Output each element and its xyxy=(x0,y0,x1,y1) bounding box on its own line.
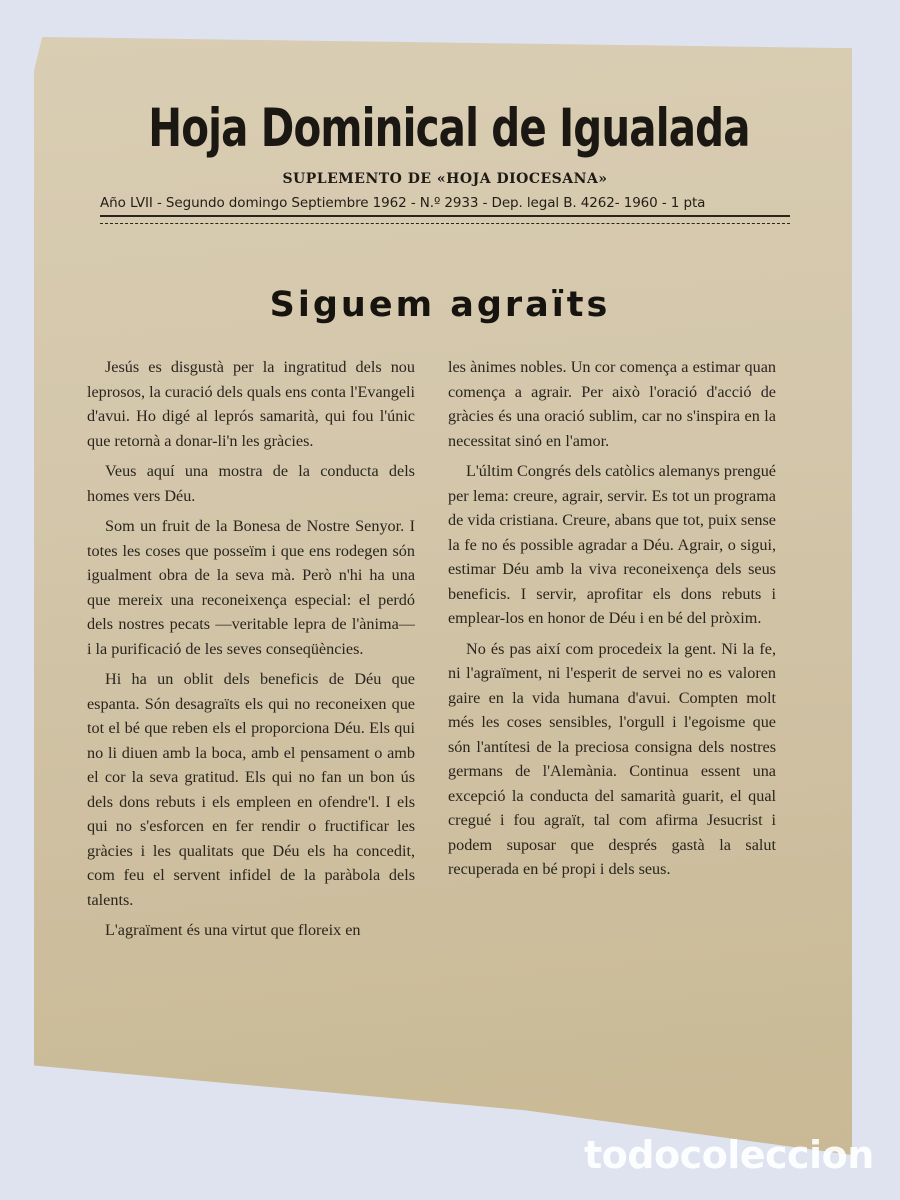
paragraph: Jesús es disgustà per la ingratitud dels nou leprosos, la curació dels quals ens conta l'Evangeli d'avui. Ho digé al leprós samarità, qui fou l'únic que retornà a donar-li'n les gràcies. xyxy=(87,358,415,450)
masthead xyxy=(100,98,790,224)
publication-title: Hoja Dominical de Igualada xyxy=(148,98,750,160)
site-watermark: todocoleccion xyxy=(584,1133,874,1177)
paragraph: Som un fruit de la Bonesa de Nostre Senyor. I totes les coses que posseïm i que ens rodegen són igualment obra de la seva mà. Però n'hi ha una que mereix una reconeixença especial: el perdó dels nostres pecats —veritable lepra de l'ànima— i la purificació de les seves conseqüències. xyxy=(87,517,415,658)
paragraph-continuation: les ànimes nobles. Un cor comença a estimar quan comença a agrair. Per això l'oració d'acció de gràcies és una oració sublim, car no s'inspira en la necessitat sinó en l'amor. xyxy=(448,358,776,450)
paragraph: L'agraïment és una virtut que floreix en xyxy=(105,921,361,939)
article-column-left xyxy=(87,355,415,949)
masthead-divider xyxy=(100,215,790,224)
paragraph: L'últim Congrés dels catòlics alemanys prengué per lema: creure, agrair, servir. Es tot un programa de vida cristiana. Creure, abans que tot, puix sense la fe no és possible agradar a Déu. Agrair, o sigui, estimar Déu amb la viva reconeixença dels seus beneficis. I servir, aprofitar els dons rebuts i emplear-los en honor de Déu i en bé del pròxim. xyxy=(448,462,776,627)
paragraph: No és pas així com procedeix la gent. Ni la fe, ni l'agraïment, ni l'esperit de servei no es valoren gaire en la vida humana d'avui. Compten molt més les coses sensibles, l'orgull i l'egoisme que són l'antítesi de la preciosa consigna dels nostres germans de l'Alemània. Continua essent una excepció la conducta del samarità guarit, el qual cregué i fou agraït, tal com afirma Jesucrist i podem suposar que després gastà la salut recuperada en bé propi i dels seus. xyxy=(448,639,776,878)
paragraph: Hi ha un oblit dels beneficis de Déu que espanta. Són desagraïts els qui no reconeixen que tot el bé que reben els el proporciona Déu. Els qui no li diuen amb la boca, amb el pensament o amb el cor la seva gratitud. Els qui no fan un bon ús dels dons rebuts i els empleen en ofendre'l. I els qui no s'esforcen en fer rendir o fructificar les gràcies i les qualitats que Déu els ha concedit, com feu el servent infidel de la paràbola dels talents. xyxy=(87,670,415,909)
paragraph: Veus aquí una mostra de la conducta dels homes vers Déu. xyxy=(87,462,415,505)
issue-info: Año LVII - Segundo domingo Septiembre 1962 - N.º 2933 - Dep. legal B. 4262- 1960 - 1 pta xyxy=(100,195,706,211)
publication-subtitle: SUPLEMENTO DE «HOJA DIOCESANA» xyxy=(282,171,608,187)
article-headline: Siguem agraïts xyxy=(269,285,611,325)
article-column-right xyxy=(448,355,776,888)
